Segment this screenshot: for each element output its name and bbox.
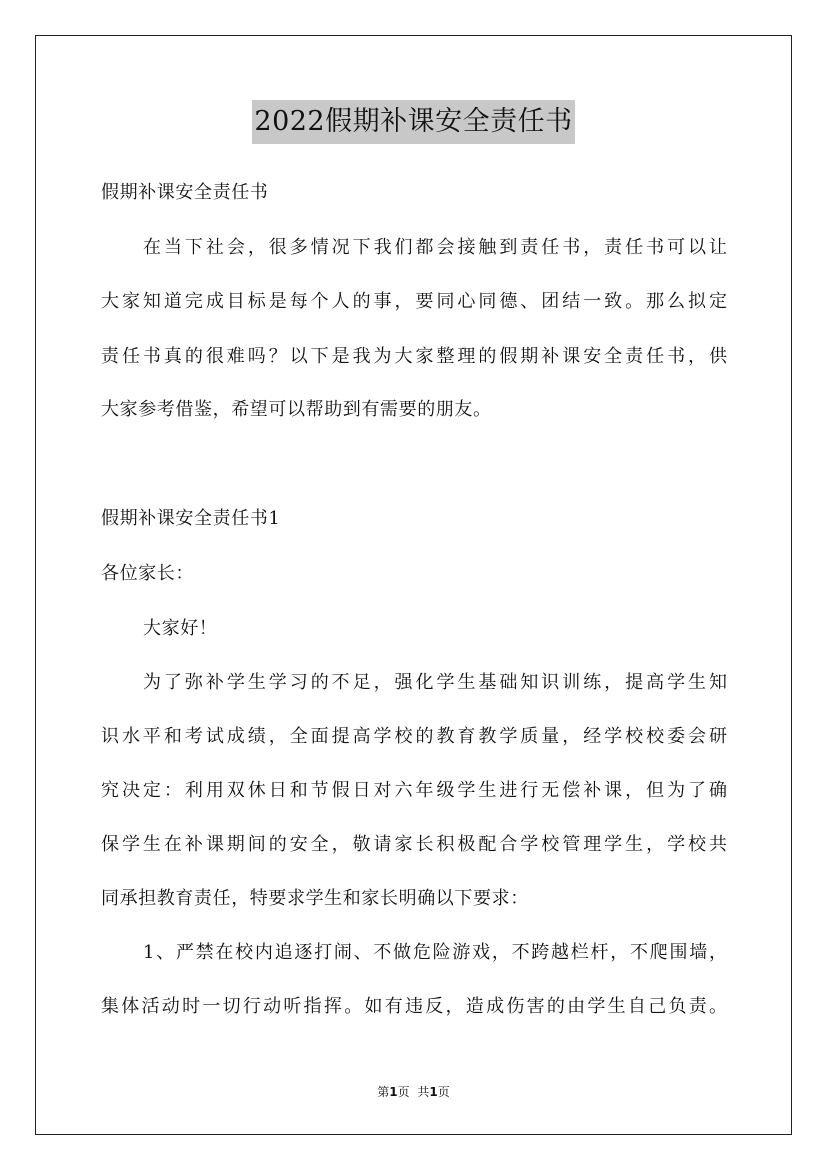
intro-line-2: 大家知道完成目标是每个人的事，要同心同德、团结一致。那么拟定	[101, 291, 727, 312]
intro-line-3: 责任书真的很难吗？以下是我为大家整理的假期补课安全责任书，供	[101, 346, 727, 367]
section-title: 假期补课安全责任书1	[101, 508, 281, 529]
page-current: 1	[389, 1085, 398, 1099]
page-suffix: 页	[397, 1085, 410, 1099]
salutation: 各位家长：	[101, 563, 194, 584]
rule-line-1: 1、严禁在校内追逐打闹、不做危险游戏，不跨越栏杆，不爬围墙，	[143, 942, 727, 963]
total-suffix: 页	[437, 1085, 450, 1099]
body-line-1: 为了弥补学生学习的不足，强化学生基础知识训练，提高学生知	[143, 672, 727, 693]
page-prefix: 第	[377, 1085, 390, 1099]
rule-line-2: 集体活动时一切行动听指挥。如有违反，造成伤害的由学生自己负责。	[101, 996, 727, 1017]
body-line-3: 究决定：利用双休日和节假日对六年级学生进行无偿补课，但为了确	[101, 780, 727, 801]
body-line-5: 同承担教育责任，特要求学生和家长明确以下要求：	[101, 888, 529, 909]
body-line-4: 保学生在补课期间的安全，敬请家长积极配合学校管理学生，学校共	[101, 834, 727, 855]
greeting: 大家好！	[143, 618, 218, 639]
body-line-2: 识水平和考试成绩，全面提高学校的教育教学质量，经学校校委会研	[101, 726, 727, 747]
document-title: 2022假期补课安全责任书	[252, 100, 574, 144]
document-heading: 假期补课安全责任书	[101, 182, 269, 203]
title-container	[0, 100, 827, 144]
total-prefix: 共	[417, 1085, 430, 1099]
page-footer	[0, 1083, 827, 1100]
page-total: 1	[429, 1085, 438, 1099]
intro-line-1: 在当下社会，很多情况下我们都会接触到责任书，责任书可以让	[143, 237, 727, 258]
intro-line-4: 大家参考借鉴，希望可以帮助到有需要的朋友。	[101, 399, 492, 420]
